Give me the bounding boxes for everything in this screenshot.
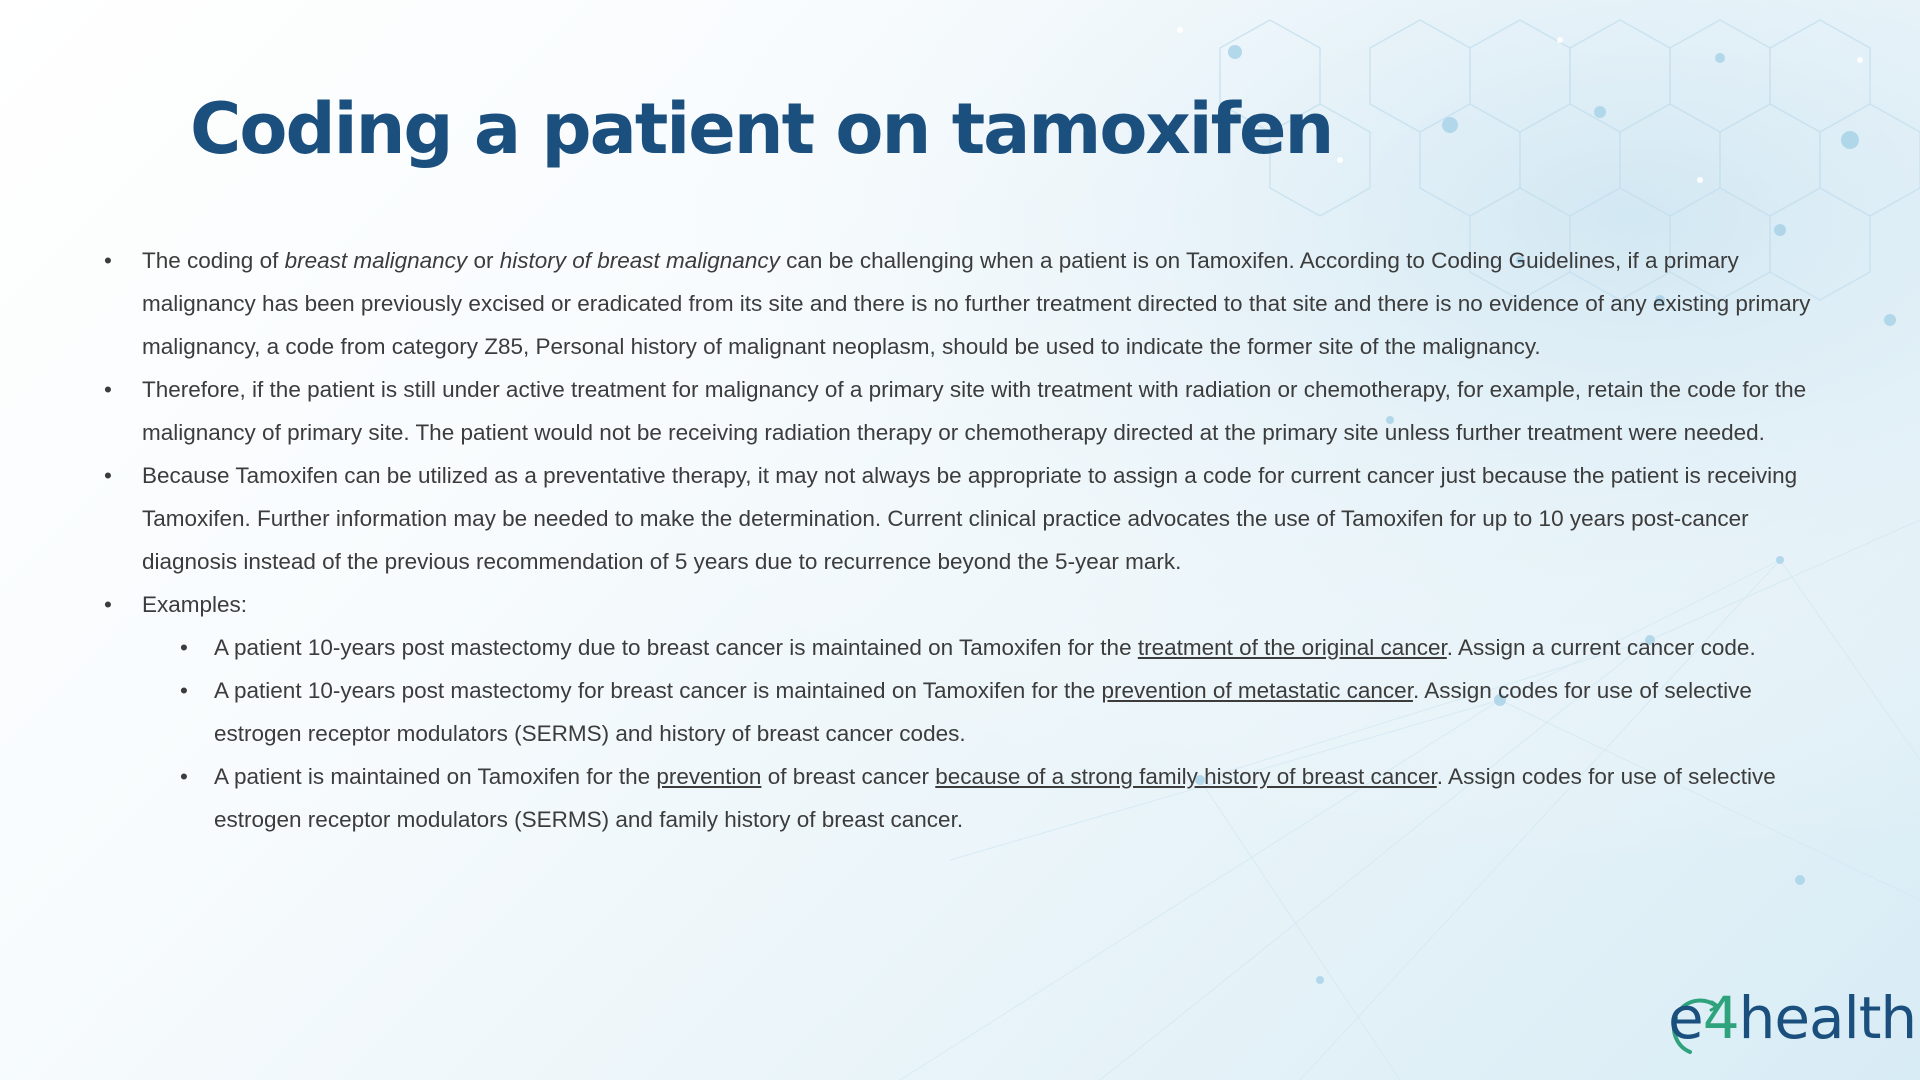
bullet-3-text: Because Tamoxifen can be utilized as a preventative therapy, it may not always be appropriate to assign a code for current cancer just because the patient is receiving Tamoxifen. Further information may be needed to make the determination. Current clinical practice advocates the use of Tamoxifen for up to 10 years post-cancer diagnosis instead of the previous recommendation of 5 years due to recurrence beyond the 5-year mark. <box>142 463 1798 574</box>
slide-title: Coding a patient on tamoxifen <box>190 88 1333 170</box>
bullet-active-treatment <box>100 368 1820 454</box>
bullet-list <box>100 239 1820 841</box>
example-3-underlined-b: because of a strong family history of breast cancer <box>935 764 1437 789</box>
example-2-underlined: prevention of metastatic cancer <box>1101 678 1413 703</box>
example-1-underlined: treatment of the original cancer <box>1137 635 1447 660</box>
bullet-1-text-b: or <box>467 248 500 273</box>
examples-list <box>142 626 1820 841</box>
logo-wordmark <box>1668 984 1916 1052</box>
slide-body <box>100 239 1820 841</box>
example-2-text-a: A patient 10-years post mastectomy for breast cancer is maintained on Tamoxifen for the <box>214 678 1102 703</box>
e4health-logo <box>1668 984 1917 1060</box>
logo-four: 4 <box>1702 984 1739 1052</box>
bullet-2-text: Therefore, if the patient is still under active treatment for malignancy of a primary site with treatment with radiation or chemotherapy, for example, retain the code for the malignancy of primary site. The patient would not be receiving radiation therapy or chemotherapy directed at the primary site unless further treatment were needed. <box>142 377 1807 445</box>
example-family-history <box>214 755 1820 841</box>
example-1-text-b: . Assign a current cancer code. <box>1446 635 1756 660</box>
example-2-text-b: . Assign codes for use of selective estrogen receptor modulators (SERMS) and history of breast cancer codes. <box>214 678 1752 746</box>
bullet-1-text-c: can be challenging when a patient is on Tamoxifen. According to Coding Guidelines, if a primary malignancy has been previously excised or eradicated from its site and there is no further treatment directed to that site and there is no evidence of any existing primary malignancy, a code from category Z85, Personal history of malignant neoplasm, should be used to indicate the former site of the malignancy. <box>142 248 1811 359</box>
bullet-1-italic-b: history of breast malignancy <box>499 248 780 273</box>
example-treatment-of-original-cancer <box>214 626 1820 669</box>
logo-prefix: e <box>1668 984 1703 1052</box>
example-3-text-a: A patient is maintained on Tamoxifen for the <box>214 764 657 789</box>
logo-suffix: health <box>1738 984 1917 1052</box>
example-3-text-c: . Assign codes for use of selective estrogen receptor modulators (SERMS) and family history of breast cancer. <box>214 764 1776 832</box>
bullet-1-italic-a: breast malignancy <box>284 248 468 273</box>
example-1-text-a: A patient 10-years post mastectomy due to breast cancer is maintained on Tamoxifen for the <box>214 635 1138 660</box>
examples-label: Examples: <box>142 592 248 617</box>
bullet-coding-guidelines <box>100 239 1820 368</box>
example-3-text-b: of breast cancer <box>761 764 936 789</box>
bullet-1-text-a: The coding of <box>142 248 285 273</box>
bullet-examples <box>100 583 1820 841</box>
example-prevention-of-metastatic-cancer <box>214 669 1820 755</box>
example-3-underlined-a: prevention <box>656 764 762 789</box>
bullet-preventative-therapy <box>100 454 1820 583</box>
